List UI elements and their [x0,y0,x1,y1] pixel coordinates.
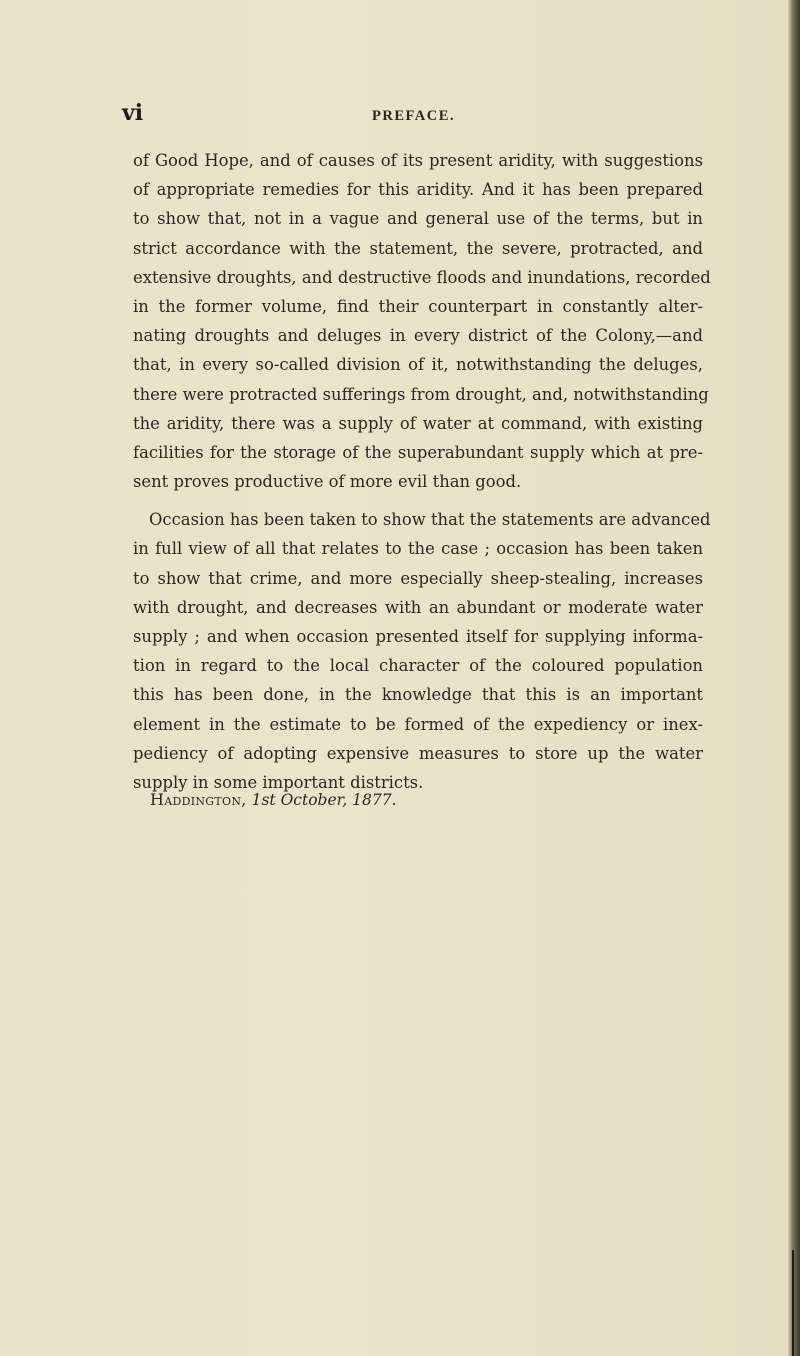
signature-place: Haddington, [150,790,247,809]
signature-line [150,788,397,812]
text-line: to show that, not in a vague and general use of the terms, but in [133,209,703,229]
text-line: nating droughts and deluges in every district of the Colony,—and [133,326,703,346]
text-line: sent proves productive of more evil than good. [133,472,522,492]
text-line: pediency of adopting expensive measures to store up the water [133,743,703,763]
text-line: in the former volume, find their counterpart in constantly alter- [133,296,703,316]
text-line: to show that crime, and more especially sheep-stealing, increases [133,568,703,588]
text-line: supply in some important districts. [133,772,424,792]
text-line: Occasion has been taken to show that the statements are advanced [149,510,711,530]
page-edge-line [792,1250,794,1356]
text-line: strict accordance with the statement, the severe, protracted, and [133,238,703,258]
text-line: extensive droughts, and destructive floods and inundations, recorded [133,267,711,287]
page-binding-edge [788,0,800,1356]
preface-body [133,146,711,797]
text-line: of Good Hope, and of causes of its present aridity, with suggestions [133,151,703,170]
text-line: the aridity, there was a supply of water at command, with existing [133,413,703,433]
text-line: that, in every so-called division of it, notwithstanding the deluges, [133,355,703,375]
text-line: with drought, and decreases with an abundant or moderate water [133,597,703,617]
paragraph-1 [133,146,711,496]
text-line: facilities for the storage of the superabundant supply which at pre- [133,442,703,462]
signature-date: 1st October, 1877. [251,791,397,809]
text-line: tion in regard to the local character of the coloured population [133,656,703,676]
text-line: there were protracted sufferings from drought, and, notwithstanding [133,384,709,404]
paragraph-spacer [133,496,703,505]
text-line: element in the estimate to be formed of the expediency or inex- [133,714,703,734]
text-line: supply ; and when occasion presented itself for supplying informa- [133,627,703,646]
running-head: PREFACE. [372,108,456,124]
text-line: of appropriate remedies for this aridity. And it has been prepared [133,180,703,200]
text-line: in full view of all that relates to the case ; occasion has been taken [133,539,703,559]
page-number: vi [122,100,144,126]
page-header [0,100,788,130]
text-line: this has been done, in the knowledge that this is an important [133,685,703,705]
paragraph-2 [133,505,711,797]
